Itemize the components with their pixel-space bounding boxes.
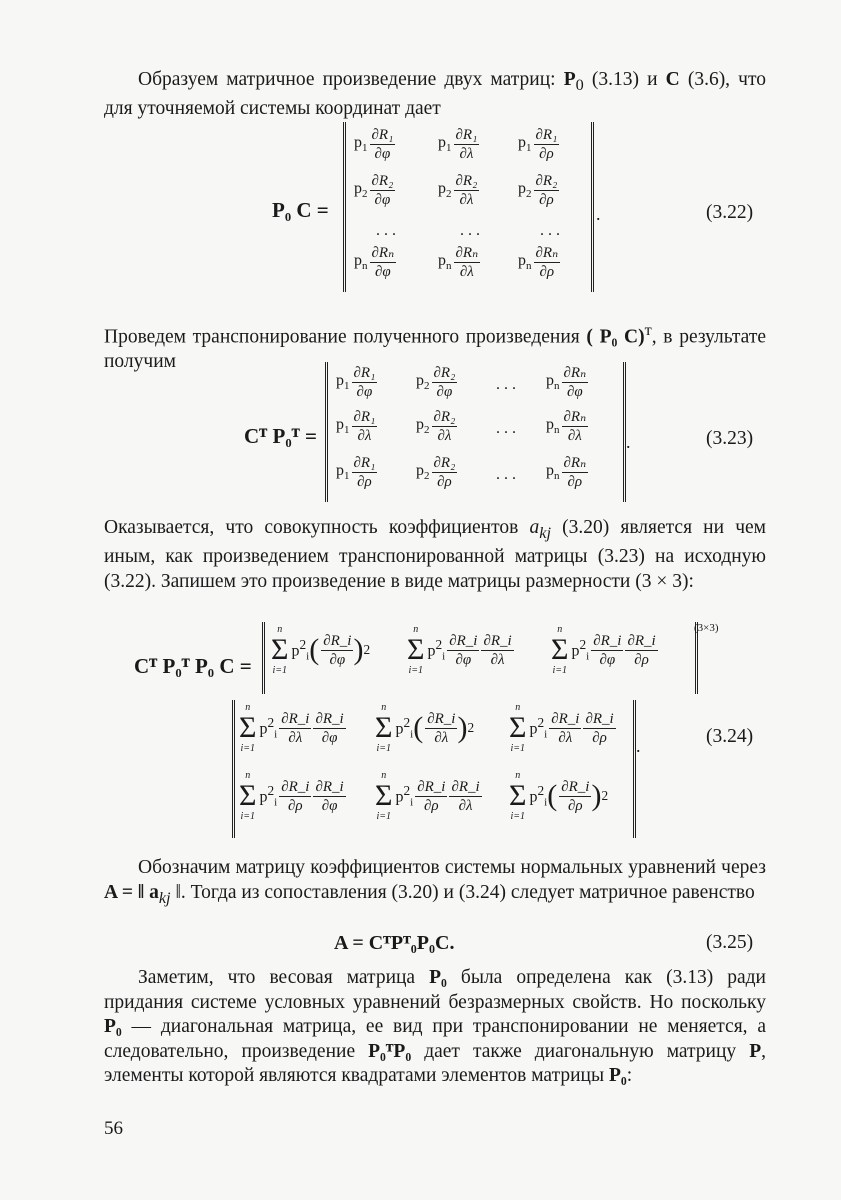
weight-coefficient: $p^2_i$ — [571, 637, 590, 663]
eq1-lhs: P₀ C = — [272, 198, 329, 222]
fraction — [591, 632, 623, 669]
fraction-numerator: ∂R_i — [427, 710, 456, 727]
coefficient: $p_1$ — [336, 416, 350, 437]
fraction-denominator: ∂ρ — [424, 797, 439, 814]
fraction — [432, 364, 458, 401]
matrix-cell — [518, 126, 559, 163]
summation-upper-limit: n — [557, 624, 563, 635]
coefficient: $p_n$ — [518, 252, 532, 273]
coefficient: $p_1$ — [438, 134, 452, 155]
eq1-matrix — [343, 122, 594, 292]
fraction-denominator: ∂λ — [567, 428, 582, 444]
fraction — [321, 632, 353, 669]
coefficient: $p_n$ — [354, 252, 368, 273]
fraction-denominator: ∂λ — [357, 428, 372, 444]
left-paren: ( — [413, 711, 424, 744]
right-paren: ) — [457, 711, 468, 744]
fraction — [559, 778, 591, 815]
sigma-symbol: Σ — [239, 711, 257, 744]
square-exponent: 2 — [601, 788, 609, 803]
coefficient-index: 2 — [446, 188, 452, 201]
summation-lower-limit: i=1 — [552, 665, 567, 676]
paragraph-4: Обозначим матрицу коэффициентов системы нормальных уравнений через A = ‖ $a_{kj}$ ‖. Тогда из сопоставления (3.20) и (3.24) следует матричное равенство — [104, 857, 766, 907]
sigma-symbol: Σ — [271, 633, 289, 666]
fraction-denominator: ∂λ — [434, 729, 449, 746]
eq2-period: . — [626, 432, 631, 452]
coefficient-index: 1 — [344, 380, 350, 393]
matrix-cell — [546, 364, 588, 401]
weight-index: i — [544, 728, 548, 741]
sigma-symbol: Σ — [551, 633, 569, 666]
fraction-denominator: ∂ρ — [437, 474, 452, 490]
matrix-cell — [509, 702, 616, 754]
fraction-denominator: ∂λ — [288, 729, 303, 746]
ellipsis-dots: . . . — [376, 222, 396, 239]
fraction-denominator: ∂λ — [459, 146, 474, 162]
summation-lower-limit: i=1 — [376, 743, 391, 754]
fraction-denominator: ∂φ — [566, 384, 583, 400]
fraction-numerator: ∂R_i — [627, 632, 656, 649]
sigma-symbol: Σ — [407, 633, 425, 666]
fraction — [432, 408, 458, 445]
weight-coefficient: $p^2_i$ — [529, 715, 548, 741]
eq4-formula: A = CᵀPᵀ₀P₀C. — [334, 932, 455, 954]
fraction-denominator: ∂λ — [490, 651, 505, 668]
matrix-cell — [354, 172, 395, 209]
coefficient: $p_1$ — [336, 462, 350, 483]
fraction — [481, 632, 513, 669]
coefficient-index: n — [526, 260, 532, 273]
fraction — [534, 172, 560, 209]
coefficient-index: 2 — [424, 470, 430, 483]
weight-coefficient: $p^2_i$ — [427, 637, 446, 663]
fraction-denominator: ∂φ — [321, 797, 338, 814]
fraction-denominator: ∂ρ — [357, 474, 372, 490]
summation-sign — [551, 624, 568, 676]
weight-index: i — [544, 796, 548, 809]
weight-index: i — [274, 796, 278, 809]
fraction — [562, 408, 589, 445]
coefficient-index: 1 — [446, 142, 452, 155]
summation-sign — [509, 702, 526, 754]
square-exponent: 2 — [435, 637, 443, 653]
eq3-size: (3×3) — [694, 622, 719, 634]
weight-index: i — [306, 650, 310, 663]
summation-sign — [239, 702, 256, 754]
fraction-numerator: ∂R₂ — [433, 455, 456, 471]
sigma-symbol: Σ — [509, 711, 527, 744]
matrix-cell — [438, 244, 480, 281]
summation-lower-limit: i=1 — [376, 811, 391, 822]
matrix-cell — [375, 702, 474, 754]
left-paren: ( — [547, 779, 558, 812]
fraction — [562, 454, 589, 491]
square-exponent: 2 — [537, 783, 545, 799]
paragraph-2: Проведем транспонирование полученного произведения ( P₀ C)$^т$, в результате получим — [104, 321, 766, 372]
fraction — [415, 778, 447, 815]
fraction-denominator: ∂ρ — [539, 264, 555, 280]
weight-coefficient: $p^2_i$ — [291, 637, 310, 663]
ellipsis-dots: . . . — [540, 222, 560, 239]
matrix-cell — [518, 172, 559, 209]
matrix-cell — [271, 624, 370, 676]
left-paren: ( — [309, 633, 320, 666]
weight-coefficient: $p^2_i$ — [259, 783, 278, 809]
fraction-denominator: ∂ρ — [567, 474, 583, 490]
matrix-cell — [518, 244, 560, 281]
fraction-denominator: ∂λ — [459, 192, 474, 208]
coefficient: $p_1$ — [354, 134, 368, 155]
fraction-numerator: ∂R_i — [449, 632, 478, 649]
coefficient-index: 2 — [424, 380, 430, 393]
fraction-denominator: ∂φ — [374, 192, 391, 208]
fraction-numerator: ∂Rₙ — [455, 245, 479, 261]
page-number: 56 — [104, 1118, 123, 1139]
summation-upper-limit: n — [381, 702, 387, 713]
fraction — [352, 364, 378, 401]
fraction-numerator: ∂R₁ — [535, 127, 558, 143]
ellipsis-dots: . . . — [496, 420, 516, 437]
coefficient-index: n — [446, 260, 452, 273]
coefficient-index: 1 — [344, 424, 350, 437]
coefficient-index: 2 — [424, 424, 430, 437]
matrix-cell — [546, 454, 588, 491]
matrix-cell — [354, 244, 396, 281]
matrix-cell — [336, 408, 377, 445]
fraction-numerator: ∂R₂ — [433, 365, 456, 381]
matrix-cell — [407, 624, 514, 676]
fraction — [549, 710, 581, 747]
fraction-numerator: ∂Rₙ — [563, 409, 587, 425]
summation-sign — [407, 624, 424, 676]
summation-lower-limit: i=1 — [240, 811, 255, 822]
summation-upper-limit: n — [515, 702, 521, 713]
fraction-numerator: ∂R_i — [281, 778, 310, 795]
matrix-cell — [438, 172, 479, 209]
fraction-denominator: ∂φ — [329, 651, 346, 668]
summation-upper-limit: n — [245, 770, 251, 781]
fraction — [562, 364, 589, 401]
ellipsis-dots: . . . — [496, 376, 516, 393]
summation-lower-limit: i=1 — [510, 743, 525, 754]
matrix-cell — [546, 408, 588, 445]
summation-upper-limit: n — [245, 702, 251, 713]
matrix-cell — [336, 364, 377, 401]
fraction — [370, 244, 397, 281]
square-exponent: 2 — [299, 637, 307, 653]
summation-sign — [271, 624, 288, 676]
matrix-cell — [239, 770, 346, 822]
fraction-numerator: ∂R₁ — [455, 127, 478, 143]
paragraph-1: Образуем матричное произведение двух матриц: $P_0$ (3.13) и C (3.6), что для уточняемой системы координат дает — [104, 69, 766, 120]
fraction — [370, 172, 396, 209]
fraction-numerator: ∂R₁ — [353, 455, 376, 471]
fraction — [352, 408, 378, 445]
fraction-numerator: ∂Rₙ — [563, 365, 587, 381]
fraction — [279, 778, 311, 815]
matrix-cell — [375, 770, 482, 822]
fraction-numerator: ∂R_i — [551, 710, 580, 727]
summation-sign — [239, 770, 256, 822]
fraction-numerator: ∂R₂ — [535, 173, 558, 189]
fraction — [432, 454, 458, 491]
fraction-denominator: ∂λ — [437, 428, 452, 444]
fraction-numerator: ∂R_i — [281, 710, 310, 727]
eq3-period: . — [636, 736, 641, 756]
summation-lower-limit: i=1 — [240, 743, 255, 754]
coefficient-index: 1 — [344, 470, 350, 483]
fraction — [625, 632, 657, 669]
square-exponent: 2 — [403, 715, 411, 731]
fraction — [313, 710, 345, 747]
coefficient: $p_n$ — [546, 416, 560, 437]
coefficient: $p_2$ — [518, 180, 532, 201]
fraction-denominator: ∂λ — [558, 729, 573, 746]
weight-index: i — [410, 728, 414, 741]
summation-sign — [509, 770, 526, 822]
fraction — [534, 126, 560, 163]
weight-coefficient: $p^2_i$ — [529, 783, 548, 809]
sigma-symbol: Σ — [509, 779, 527, 812]
fraction-numerator: ∂Rₙ — [563, 455, 587, 471]
fraction — [454, 244, 481, 281]
fraction-numerator: ∂R_i — [451, 778, 480, 795]
weight-coefficient: $p^2_i$ — [259, 715, 278, 741]
sigma-symbol: Σ — [239, 779, 257, 812]
fraction-denominator: ∂ρ — [592, 729, 607, 746]
fraction-numerator: ∂R_i — [315, 710, 344, 727]
fraction-denominator: ∂φ — [436, 384, 453, 400]
summation-upper-limit: n — [413, 624, 419, 635]
coefficient: $p_1$ — [518, 134, 532, 155]
fraction-numerator: ∂R_i — [561, 778, 590, 795]
ellipsis-dots: . . . — [496, 466, 516, 483]
fraction — [313, 778, 345, 815]
summation-upper-limit: n — [277, 624, 283, 635]
square-exponent: 2 — [267, 715, 275, 731]
fraction-numerator: ∂R_i — [585, 710, 614, 727]
eq3-rows23 — [232, 700, 636, 838]
fraction-denominator: ∂λ — [458, 797, 473, 814]
fraction — [534, 244, 561, 281]
eq3-row1 — [262, 622, 698, 694]
paragraph-5: Заметим, что весовая матрица P₀ была определена как (3.13) ради придания системе условных уравнений безразмерных свойств. Но поскольку P₀ — диагональная матрица, ее вид при транспонировании не меняется, а следовательно, произведение P₀ᵀP₀ дает также диагональную матрицу P, элементы которой являются квадратами элементов матрицы P₀: — [104, 967, 766, 1086]
paragraph-3: Оказывается, что совокупность коэффициентов $a_{kj}$ (3.20) является ни чем иным, как произведением транспонированной матрицы (3.23) на исходную (3.22). Запишем это произведение в виде матрицы размерности (3 × 3): — [104, 517, 766, 592]
weight-index: i — [410, 796, 414, 809]
weight-index: i — [442, 650, 446, 663]
eq2-lhs: Cᵀ P₀ᵀ = — [244, 424, 317, 448]
fraction-denominator: ∂φ — [599, 651, 616, 668]
fraction — [352, 454, 378, 491]
coefficient: $p_2$ — [416, 372, 430, 393]
weight-index: i — [274, 728, 278, 741]
fraction-numerator: ∂R_i — [483, 632, 512, 649]
coefficient-index: 1 — [362, 142, 368, 155]
fraction — [454, 126, 480, 163]
fraction-denominator: ∂φ — [455, 651, 472, 668]
fraction-numerator: ∂R₂ — [455, 173, 478, 189]
coefficient: $p_1$ — [336, 372, 350, 393]
fraction-denominator: ∂φ — [374, 264, 391, 280]
fraction-numerator: ∂R₂ — [433, 409, 456, 425]
coefficient-index: 2 — [526, 188, 532, 201]
square-exponent: 2 — [403, 783, 411, 799]
eq1-number: (3.22) — [706, 202, 754, 223]
eq4-number: (3.25) — [706, 932, 754, 953]
coefficient: $p_2$ — [354, 180, 368, 201]
matrix-cell — [416, 364, 457, 401]
fraction-numerator: ∂R_i — [315, 778, 344, 795]
coefficient: $p_n$ — [546, 372, 560, 393]
fraction-denominator: ∂φ — [321, 729, 338, 746]
coefficient: $p_2$ — [416, 462, 430, 483]
weight-coefficient: $p^2_i$ — [395, 715, 414, 741]
fraction-numerator: ∂R₁ — [371, 127, 394, 143]
eq3-number: (3.24) — [706, 726, 754, 747]
square-exponent: 2 — [579, 637, 587, 653]
coefficient-index: n — [554, 424, 560, 437]
fraction-numerator: ∂R_i — [593, 632, 622, 649]
fraction-numerator: ∂R_i — [417, 778, 446, 795]
fraction — [370, 126, 396, 163]
matrix-cell — [509, 770, 608, 822]
matrix-cell — [438, 126, 479, 163]
fraction — [454, 172, 480, 209]
fraction-numerator: ∂Rₙ — [371, 245, 395, 261]
square-exponent: 2 — [467, 720, 475, 735]
fraction — [279, 710, 311, 747]
fraction-denominator: ∂ρ — [288, 797, 303, 814]
square-exponent: 2 — [537, 715, 545, 731]
fraction-denominator: ∂ρ — [539, 192, 554, 208]
fraction — [449, 778, 481, 815]
sigma-symbol: Σ — [375, 779, 393, 812]
matrix-cell — [416, 454, 457, 491]
fraction-denominator: ∂φ — [374, 146, 391, 162]
coefficient: $p_2$ — [438, 180, 452, 201]
fraction-numerator: ∂R₂ — [371, 173, 394, 189]
fraction-numerator: ∂R₁ — [353, 365, 376, 381]
matrix-cell — [354, 126, 395, 163]
matrix-cell — [551, 624, 658, 676]
eq3-lhs: Cᵀ P₀ᵀ P₀ C = — [134, 654, 252, 678]
fraction — [447, 632, 479, 669]
summation-sign — [375, 770, 392, 822]
coefficient-index: n — [362, 260, 368, 273]
right-paren: ) — [591, 779, 602, 812]
coefficient-index: 2 — [362, 188, 368, 201]
coefficient: $p_n$ — [546, 462, 560, 483]
eq1-period: . — [596, 204, 601, 224]
sigma-symbol: Σ — [375, 711, 393, 744]
square-exponent: 2 — [363, 642, 371, 657]
summation-upper-limit: n — [381, 770, 387, 781]
matrix-cell — [239, 702, 346, 754]
ellipsis-dots: . . . — [460, 222, 480, 239]
summation-lower-limit: i=1 — [408, 665, 423, 676]
weight-index: i — [586, 650, 590, 663]
fraction-denominator: ∂λ — [459, 264, 474, 280]
fraction — [425, 710, 457, 747]
fraction-numerator: ∂R_i — [323, 632, 352, 649]
fraction-denominator: ∂ρ — [539, 146, 554, 162]
summation-sign — [375, 702, 392, 754]
fraction — [583, 710, 615, 747]
coefficient-index: 1 — [526, 142, 532, 155]
weight-coefficient: $p^2_i$ — [395, 783, 414, 809]
coefficient: $p_n$ — [438, 252, 452, 273]
square-exponent: 2 — [267, 783, 275, 799]
right-paren: ) — [353, 633, 364, 666]
summation-upper-limit: n — [515, 770, 521, 781]
summation-lower-limit: i=1 — [272, 665, 287, 676]
eq2-matrix — [325, 362, 626, 502]
coefficient-index: n — [554, 470, 560, 483]
fraction-denominator: ∂ρ — [568, 797, 583, 814]
coefficient: $p_2$ — [416, 416, 430, 437]
fraction-numerator: ∂Rₙ — [535, 245, 559, 261]
summation-lower-limit: i=1 — [510, 811, 525, 822]
eq2-number: (3.23) — [706, 428, 754, 449]
fraction-denominator: ∂φ — [356, 384, 373, 400]
fraction-denominator: ∂ρ — [634, 651, 649, 668]
coefficient-index: n — [554, 380, 560, 393]
matrix-cell — [336, 454, 377, 491]
matrix-cell — [416, 408, 457, 445]
fraction-numerator: ∂R₁ — [353, 409, 376, 425]
